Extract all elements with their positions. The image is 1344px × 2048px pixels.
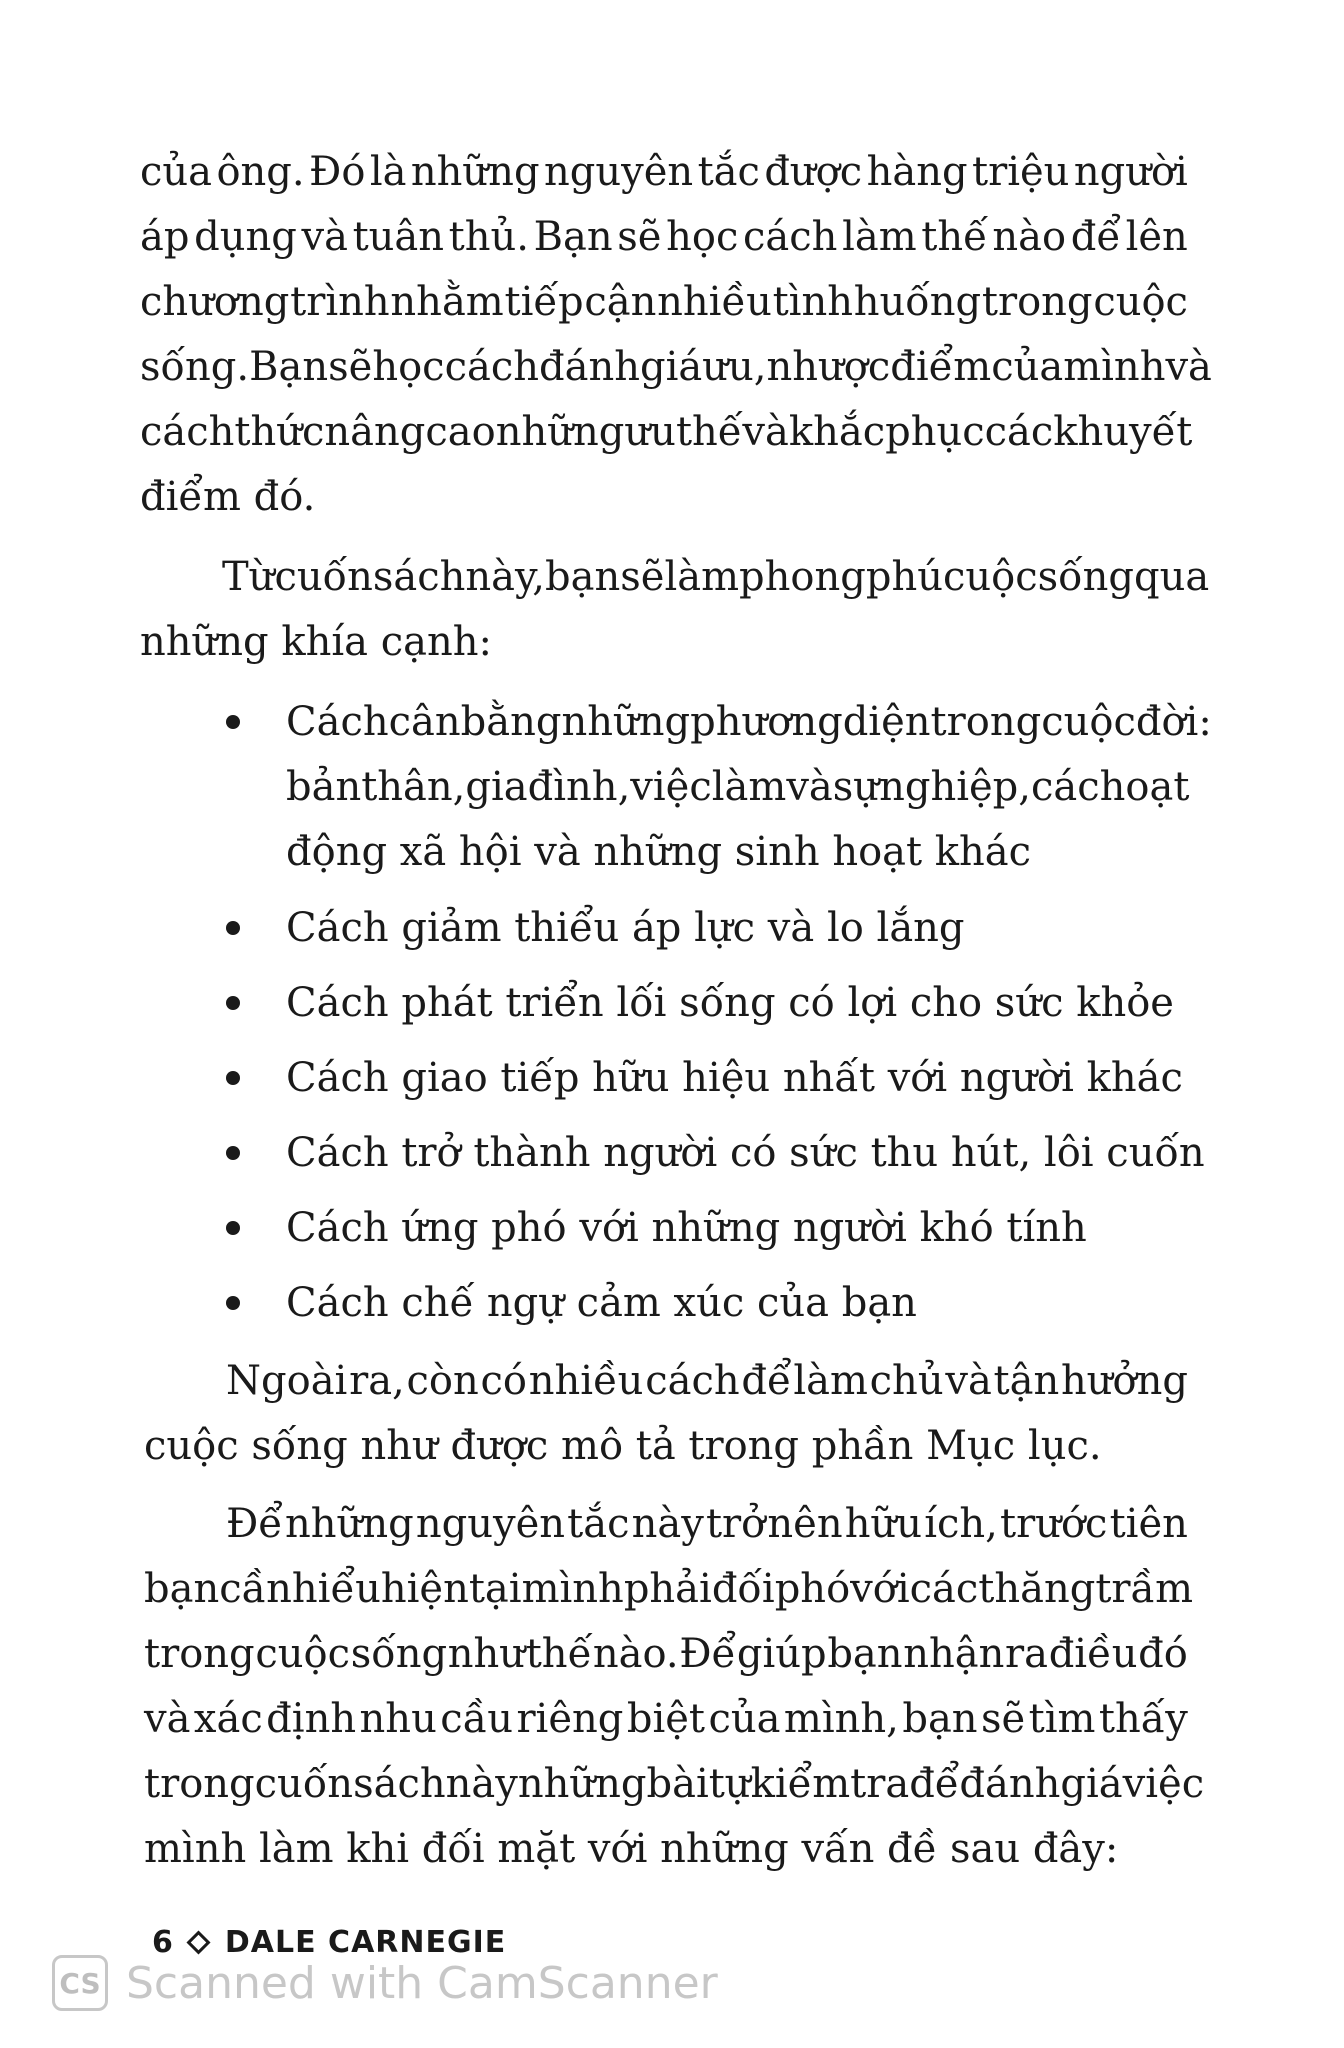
word: tắc	[697, 149, 760, 195]
word: phó	[774, 1566, 851, 1612]
word: trong	[144, 1631, 255, 1677]
paragraph-1-line-4	[140, 343, 1212, 391]
word: trong	[144, 1761, 255, 1807]
word: với	[850, 1566, 910, 1612]
word: cách	[743, 214, 838, 260]
word: làm	[711, 764, 787, 810]
bullet-dot-5	[226, 1146, 240, 1160]
word: bài	[646, 1761, 709, 1807]
word: tắc	[567, 1501, 630, 1547]
word: để	[741, 1358, 792, 1404]
watermark-text: Scanned with CamScanner	[126, 1957, 718, 2009]
word: thế	[921, 214, 988, 260]
word: trở	[705, 1501, 766, 1547]
word: tiếp	[504, 279, 584, 325]
word: Để	[679, 1631, 737, 1677]
word: điều	[1048, 1631, 1138, 1677]
word: áp	[140, 214, 190, 260]
word: bạn	[827, 1631, 903, 1677]
word: những	[517, 1761, 647, 1807]
word: nhận	[903, 1631, 1005, 1677]
word: cách	[645, 1358, 740, 1404]
word: các	[909, 1566, 979, 1612]
word: hữu	[844, 1501, 923, 1547]
word: sống	[350, 1631, 448, 1677]
word: cuộc	[1093, 279, 1188, 325]
word: các	[1031, 764, 1100, 810]
word: Bạn	[249, 344, 329, 390]
word: cận	[584, 279, 657, 325]
word: các	[984, 409, 1054, 455]
word: chương	[140, 279, 290, 325]
word: bạn	[144, 1566, 220, 1612]
word: tự	[708, 1761, 751, 1807]
word: tình	[772, 279, 853, 325]
word: đánh	[538, 344, 640, 390]
word: điểm	[890, 344, 992, 390]
bullet-1-line-1	[286, 698, 1212, 746]
bullet-2-line-1: Cách giảm thiểu áp lực và lo lắng	[286, 905, 965, 951]
word: phải	[623, 1566, 712, 1612]
bullet-dot-7	[226, 1296, 240, 1310]
paragraph-1-line-5	[140, 408, 1193, 456]
word: cuộc	[942, 554, 1038, 600]
word: bằng	[460, 699, 562, 745]
word: phục	[885, 409, 985, 455]
word: cân	[388, 699, 461, 745]
word: của	[708, 1696, 781, 1742]
bullet-6-line-1: Cách ứng phó với những người khó tính	[286, 1205, 1087, 1251]
word: gia	[465, 764, 528, 810]
word: có	[480, 1358, 527, 1404]
bullet-1-line-2	[286, 763, 1188, 811]
word: ưu,	[702, 344, 767, 390]
paragraph-2-line-2: những khía cạnh:	[140, 619, 492, 665]
word: giá	[639, 344, 703, 390]
word: làm	[793, 1358, 868, 1404]
word: cuộc	[1041, 699, 1136, 745]
word: như	[447, 1631, 526, 1677]
word: này	[631, 1501, 704, 1547]
word: thân,	[361, 764, 466, 810]
word: sẽ	[617, 214, 662, 260]
word: nhiều	[528, 1358, 644, 1404]
word: nhược	[766, 344, 891, 390]
paragraph-4-line-2	[144, 1565, 1193, 1613]
word: cao	[425, 409, 496, 455]
paragraph-4-line-4	[144, 1695, 1188, 1743]
word: nên	[767, 1501, 843, 1547]
word: sẽ	[328, 344, 373, 390]
word: và	[786, 764, 833, 810]
word: diện	[842, 699, 931, 745]
word: là	[369, 149, 407, 195]
word: thủ.	[448, 214, 529, 260]
word: ích,	[924, 1501, 998, 1547]
bullet-5-line-1: Cách trở thành người có sức thu hút, lôi cuốn	[286, 1130, 1205, 1176]
word: đánh	[959, 1761, 1061, 1807]
word: còn	[406, 1358, 479, 1404]
word: và	[945, 1358, 992, 1404]
word: mình,	[783, 1696, 899, 1742]
word: tận	[993, 1358, 1060, 1404]
word: kiểm	[750, 1761, 851, 1807]
word: Bạn	[533, 214, 613, 260]
word: Để	[226, 1501, 283, 1547]
word: xác	[193, 1696, 263, 1742]
word: nào.	[592, 1631, 679, 1677]
word: cách	[444, 344, 539, 390]
word: qua	[1134, 554, 1210, 600]
word: Cách	[286, 699, 389, 745]
word: và	[301, 214, 348, 260]
word: của	[140, 149, 213, 195]
word: đối	[711, 1566, 775, 1612]
paragraph-3-line-1	[226, 1357, 1188, 1405]
word: riêng	[516, 1696, 624, 1742]
word: sách	[372, 554, 466, 600]
word: và	[144, 1696, 191, 1742]
word: giá	[1060, 1761, 1123, 1807]
word: cuốn	[274, 554, 373, 600]
word: phương	[690, 699, 843, 745]
word: để	[1070, 214, 1121, 260]
word: học	[666, 214, 739, 260]
word: nào	[992, 214, 1067, 260]
word: ra,	[349, 1358, 405, 1404]
word: đó	[1138, 1631, 1188, 1677]
word: hàng	[866, 149, 968, 195]
author-name: DALE CARNEGIE	[224, 1925, 507, 1960]
word: ông.	[216, 149, 305, 195]
word: khuyết	[1053, 409, 1193, 455]
word: hoạt	[1099, 764, 1190, 810]
word: và	[1165, 344, 1212, 390]
bullet-3-line-1: Cách phát triển lối sống có lợi cho sức khỏe	[286, 980, 1174, 1026]
word: chủ	[869, 1358, 944, 1404]
word: trầm	[1095, 1566, 1193, 1612]
word: cuộc	[255, 1631, 350, 1677]
word: Đó	[309, 149, 366, 195]
word: nguyên	[543, 149, 694, 195]
word: làm	[842, 214, 917, 260]
paragraph-1-line-3	[140, 278, 1188, 326]
bullet-dot-2	[226, 921, 240, 935]
word: của	[991, 344, 1064, 390]
word: bạn	[902, 1696, 978, 1742]
word: hiểu	[291, 1566, 381, 1612]
paragraph-4-line-3	[144, 1630, 1188, 1678]
paragraph-4-line-6: mình làm khi đối mặt với những vấn đề sau đây:	[144, 1826, 1119, 1872]
word: được	[764, 149, 863, 195]
word: nhằm	[390, 279, 504, 325]
word: Ngoài	[226, 1358, 348, 1404]
word: đời:	[1135, 699, 1212, 745]
word: bạn	[545, 554, 621, 600]
word: những	[561, 699, 691, 745]
paragraph-2-line-1	[222, 553, 1210, 601]
word: giúp	[736, 1631, 827, 1677]
word: thức	[234, 409, 325, 455]
word: nguyên	[415, 1501, 566, 1547]
word: học	[372, 344, 445, 390]
camscanner-watermark	[52, 1955, 718, 2011]
word: nâng	[324, 409, 426, 455]
word: sống.	[140, 344, 250, 390]
word: phú	[865, 554, 943, 600]
word: thế	[525, 1631, 593, 1677]
word: ra	[1005, 1631, 1049, 1677]
word: mình	[521, 1566, 624, 1612]
word: sống	[1037, 554, 1135, 600]
word: sẽ	[620, 554, 665, 600]
word: những	[285, 1501, 414, 1547]
word: sự	[832, 764, 880, 810]
word: và	[742, 409, 789, 455]
word: những	[410, 149, 540, 195]
word: hiện	[380, 1566, 469, 1612]
word: trong	[981, 279, 1093, 325]
word: tuân	[352, 214, 445, 260]
word: tìm	[1028, 1696, 1096, 1742]
word: tại	[468, 1566, 522, 1612]
word: thấy	[1098, 1696, 1188, 1742]
word: để	[909, 1761, 960, 1807]
word: cách	[140, 409, 235, 455]
word: sách	[353, 1761, 446, 1807]
word: những	[495, 409, 625, 455]
bullet-dot-4	[226, 1071, 240, 1085]
paragraph-1-line-2	[140, 213, 1188, 261]
page-number: 6	[152, 1925, 174, 1960]
word: tiên	[1109, 1501, 1188, 1547]
word: trước	[1000, 1501, 1108, 1547]
word: định	[266, 1696, 357, 1742]
word: cầu	[440, 1696, 513, 1742]
word: khắc	[788, 409, 886, 455]
diamond-icon	[186, 1930, 210, 1954]
paragraph-1-line-1	[140, 148, 1188, 196]
word: này	[445, 1761, 518, 1807]
word: trình	[290, 279, 390, 325]
word: mình	[1063, 344, 1166, 390]
word: sẽ	[981, 1696, 1026, 1742]
bullet-dot-6	[226, 1221, 240, 1235]
bullet-7-line-1: Cách chế ngự cảm xúc của bạn	[286, 1280, 917, 1326]
word: ưu	[624, 409, 676, 455]
word: nhiều	[657, 279, 772, 325]
word: đình,	[527, 764, 631, 810]
bullet-1-line-3: động xã hội và những sinh hoạt khác	[286, 829, 1032, 875]
camscanner-logo-icon: CS	[52, 1955, 108, 2011]
paragraph-4-line-5	[144, 1760, 1205, 1808]
word: hưởng	[1060, 1358, 1188, 1404]
word: nghiệp,	[879, 764, 1031, 810]
word: việc	[1122, 1761, 1205, 1807]
word: nhu	[359, 1696, 437, 1742]
word: việc	[630, 764, 712, 810]
bullet-4-line-1: Cách giao tiếp hữu hiệu nhất với người khác	[286, 1055, 1183, 1101]
word: cần	[219, 1566, 292, 1612]
word: bản	[286, 764, 362, 810]
paragraph-4-line-1	[226, 1500, 1188, 1548]
word: thế	[675, 409, 743, 455]
word: tra	[850, 1761, 910, 1807]
word: này,	[465, 554, 546, 600]
word: lên	[1125, 214, 1188, 260]
word: làm	[664, 554, 740, 600]
word: cuốn	[254, 1761, 354, 1807]
word: dụng	[194, 214, 297, 260]
word: Từ	[222, 554, 275, 600]
paragraph-1-line-6: điểm đó.	[140, 474, 316, 520]
word: phong	[739, 554, 866, 600]
word: biệt	[626, 1696, 705, 1742]
word: huống	[853, 279, 982, 325]
bullet-dot-1	[226, 715, 240, 729]
paragraph-3-line-2: cuộc sống như được mô tả trong phần Mục lục.	[144, 1423, 1102, 1469]
word: trong	[930, 699, 1042, 745]
bullet-dot-3	[226, 996, 240, 1010]
word: người	[1073, 149, 1188, 195]
word: triệu	[972, 149, 1070, 195]
word: thăng	[978, 1566, 1096, 1612]
